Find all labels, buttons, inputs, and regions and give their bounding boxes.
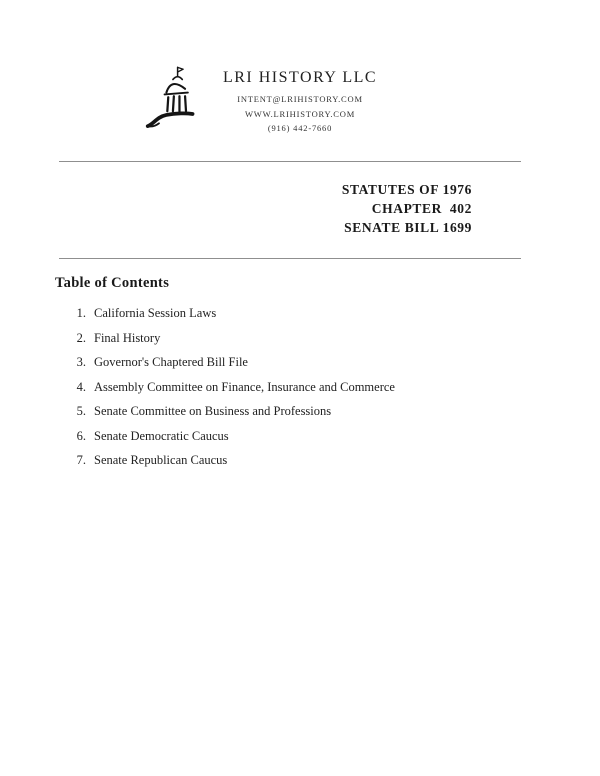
company-email: INTENT@LRIHISTORY.COM xyxy=(237,94,363,104)
toc-item-number: 2. xyxy=(76,330,86,345)
toc-item-number: 6. xyxy=(76,428,86,443)
senate-bill-line: SENATE BILL 1699 xyxy=(344,220,472,235)
divider-top xyxy=(59,161,521,162)
toc-item-title: Assembly Committee on Finance, Insurance and Commerce xyxy=(94,379,395,394)
company-name: LRI HISTORY LLC xyxy=(222,69,378,86)
company-phone: (916) 442-7660 xyxy=(267,123,333,133)
toc-item-number: 5. xyxy=(76,404,86,418)
toc-list xyxy=(70,307,540,479)
chapter-line: CHAPTER 402 xyxy=(371,201,472,216)
toc-item-title: Senate Republican Caucus xyxy=(94,453,228,467)
toc-item xyxy=(70,332,540,345)
toc-item xyxy=(70,356,540,369)
toc-item-number: 7. xyxy=(76,453,86,467)
toc-item xyxy=(70,405,540,418)
toc-item xyxy=(70,430,540,443)
toc-item-title: California Session Laws xyxy=(94,306,217,320)
toc-item xyxy=(70,454,540,467)
statutes-line: STATUTES OF 1976 xyxy=(341,182,472,197)
letterhead xyxy=(0,62,600,152)
toc-item-title: Governor's Chaptered Bill File xyxy=(94,355,248,369)
toc-title: Table of Contents xyxy=(55,275,170,291)
toc-item-number: 1. xyxy=(76,306,86,320)
company-website: WWW.LRIHISTORY.COM xyxy=(244,108,356,119)
toc-item-number: 3. xyxy=(76,355,86,369)
divider-bottom xyxy=(59,258,521,259)
toc-item-title: Senate Committee on Business and Professions xyxy=(94,404,332,418)
toc-item-title: Senate Democratic Caucus xyxy=(94,428,229,443)
toc-item-title: Final History xyxy=(94,330,161,345)
toc-item xyxy=(70,381,540,394)
case-info-block xyxy=(342,180,472,237)
toc-item xyxy=(70,307,540,320)
letterhead-text xyxy=(0,70,600,139)
toc-item-number: 4. xyxy=(76,379,86,394)
